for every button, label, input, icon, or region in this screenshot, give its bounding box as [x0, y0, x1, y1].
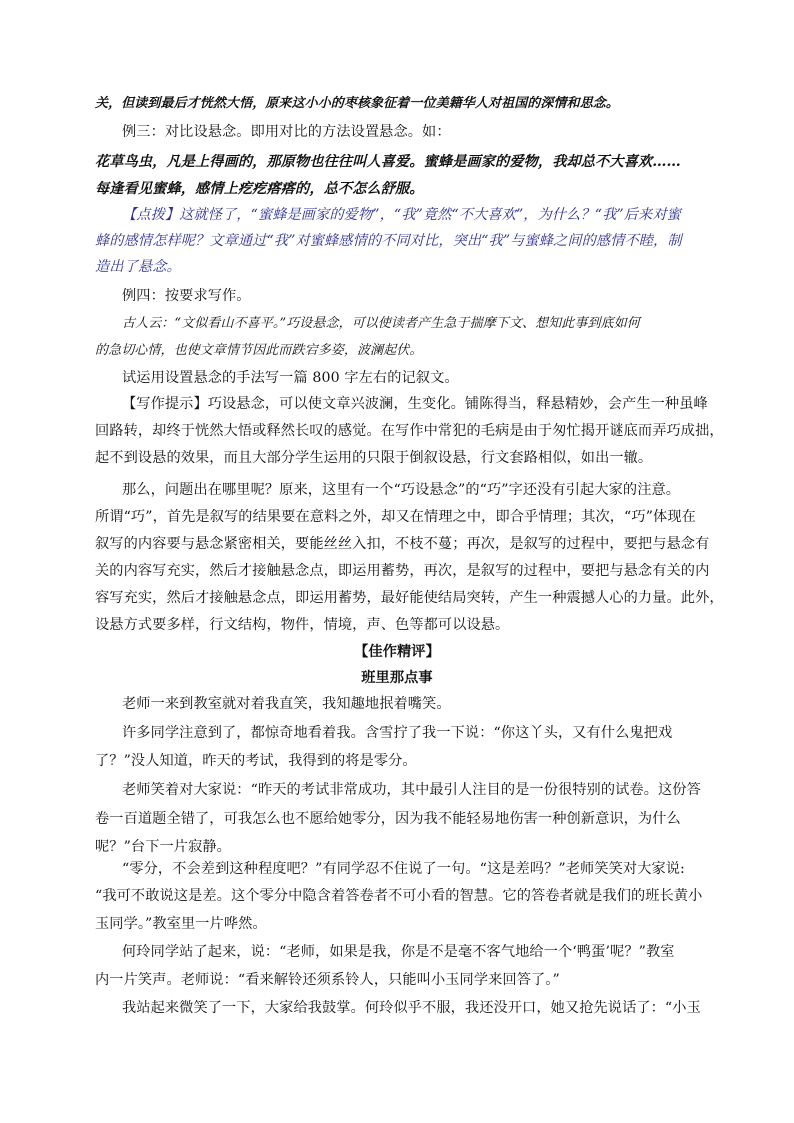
writing-tip-line: 起不到设悬的效果，而且大部分学生运用的只限于倒叙设悬，行文套路相似，如出一辙。	[95, 450, 653, 466]
essay-line: “我可不敢说这是差。这个零分中隐含着答卷者不可小看的智慧。它的答卷者就是我们的班长黄小	[95, 888, 703, 904]
essay-line: 卷一百道题全错了，可我怎么也不愿给她零分，因为我不能轻易地伤害一种创新意识，为什么	[95, 811, 681, 827]
essay-line: 内一片笑声。老师说：“看来解铃还须系铃人，只能叫小玉同学来回答了。”	[95, 972, 560, 988]
writing-tip-line: 回路转，却终于恍然大悟或释然长叹的感觉。在写作中常犯的毛病是由于匆忙揭开谜底而弄巧成拙，	[95, 423, 724, 439]
comment-line: 蜂的感情怎样呢？文章通过“我”对蜜蜂感情的不同对比，突出“我”与蜜蜂之间的感情不睦，制	[95, 233, 682, 249]
example-three-heading: 例三：对比设悬念。即用对比的方法设置悬念。如：	[122, 124, 451, 140]
comment-line: 【点拨】这就怪了，“蜜蜂是画家的爱物”，“我”竟然“不大喜欢”，为什么？“我”后来对蜜	[122, 207, 681, 223]
quote-line: 每逢看见蜜蜂，感情上疙疙瘩瘩的，总不怎么舒服。	[95, 181, 424, 197]
essay-line: 老师笑着对大家说：“昨天的考试非常成功，其中最引人注目的是一份很特别的试卷。这份答	[122, 782, 701, 798]
essay-line: 了？”没人知道，昨天的考试，我得到的将是零分。	[95, 753, 417, 769]
essay-line: 我站起来微笑了一下，大家给我鼓掌。何玲似乎不服，我还没开口，她又抢先说话了：“小玉	[122, 1000, 701, 1016]
task-line: 试运用设置悬念的手法写一篇 800 字左右的记叙文。	[122, 370, 459, 386]
body-line: 叙写的内容要与悬念紧密相关，要能丝丝入扣，不枝不蔓；再次，是叙写的过程中，要把与悬念有	[95, 536, 710, 552]
paragraph-line: 关，但读到最后才恍然大悟，原来这小小的枣核象征着一位美籍华人对祖国的深情和思念。	[95, 96, 620, 111]
quote-line: 花草鸟虫，凡是上得画的，那原物也往往叫人喜爱。蜜蜂是画家的爱物，我却总不大喜欢……	[95, 154, 681, 170]
example-four-heading: 例四：按要求写作。	[122, 288, 251, 304]
section-title: 【佳作精评】	[354, 644, 440, 660]
body-line: 那么，问题出在哪里呢？原来，这里有一个“巧设悬念”的“巧”字还没有引起大家的注意。	[122, 482, 681, 498]
quote-line: 的急切心情，也使文章情节因此而跌宕多姿，波澜起伏。	[95, 343, 423, 358]
essay-line: 呢？”台下一片寂静。	[95, 839, 231, 855]
body-line: 关的内容写充实，然后才接触悬念点，即运用蓄势，再次，是叙写的过程中，要把与悬念有关的内	[95, 563, 710, 579]
comment-line: 造出了悬念。	[95, 259, 181, 275]
essay-line: 何玲同学站了起来，说：“老师，如果是我，你是不是毫不客气地给一个‘鸭蛋’呢？”教室	[122, 944, 675, 960]
essay-line: 许多同学注意到了，都惊奇地看着我。含雪拧了我一下说：“你这丫头，又有什么鬼把戏	[122, 725, 673, 741]
quote-line: 古人云：“文似看山不喜平。”巧设悬念，可以使读者产生急于揣摩下文、想知此事到底如何	[122, 316, 640, 331]
writing-tip-line: 【写作提示】巧设悬念，可以使文章兴波澜，生变化。铺陈得当，释悬精妙，会产生一种虽峰	[122, 396, 708, 412]
essay-title: 班里那点事	[361, 670, 433, 686]
essay-line: “零分，不会差到这种程度吧？”有同学忍不住说了一句。“这是差吗？”老师笑笑对大家说:	[122, 861, 685, 877]
body-line: 容写充实，然后才接触悬念点，即运用蓄势，最好能使结局突转，产生一种震撼人心的力量。此外，	[95, 590, 724, 606]
body-line: 设悬方式要多样，行文结构，物件，情境，声、色等都可以设悬。	[95, 617, 510, 633]
essay-line: 玉同学。”教室里一片哗然。	[95, 916, 267, 932]
body-line: 所谓“巧”，首先是叙写的结果要在意料之外，却又在情理之中，即合乎情理；其次，“巧”体现在	[95, 509, 696, 525]
essay-line: 老师一来到教室就对着我直笑，我知趣地抿着嘴笑。	[122, 696, 451, 712]
